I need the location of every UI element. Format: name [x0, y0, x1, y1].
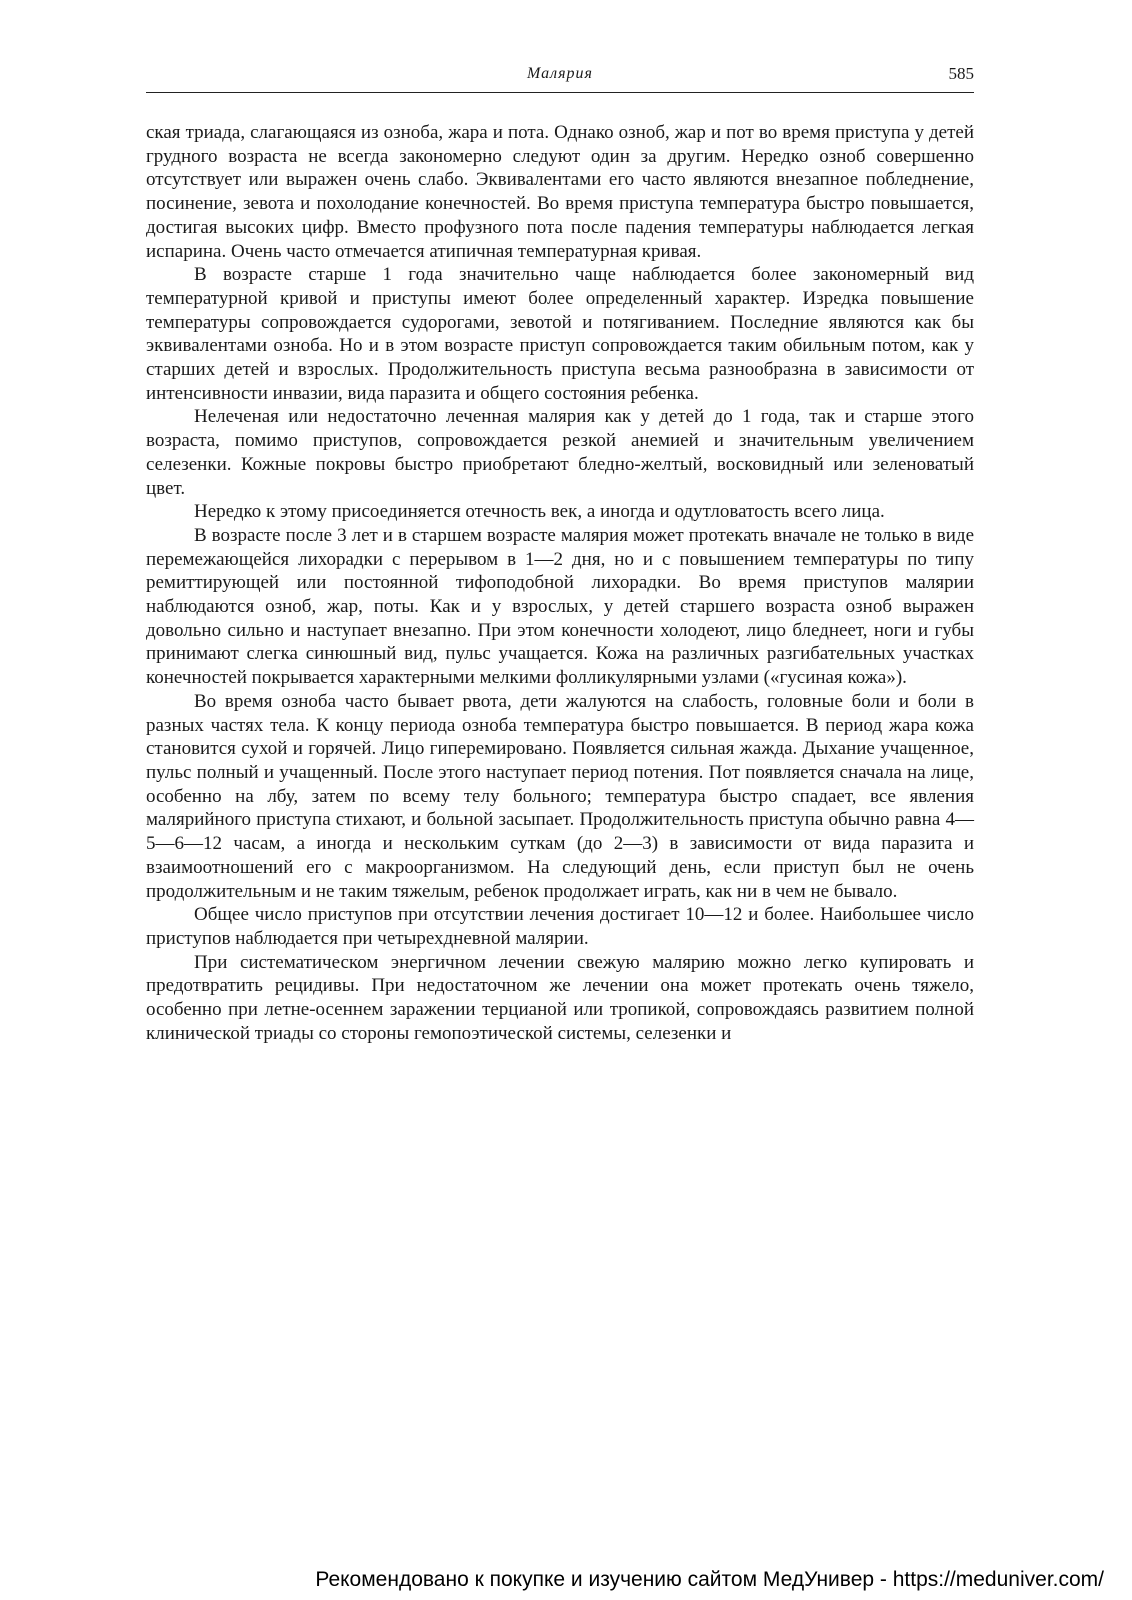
body-text [146, 121, 974, 1045]
footer-link[interactable]: Рекомендовано к покупке и изучению сайтом МедУнивер - https://meduniver.com/ [315, 1568, 1104, 1591]
paragraph-1: ская триада, слагающаяся из озноба, жара и пота. Однако озноб, жар и пот во время приступа у детей грудного возраста не всегда закономерно следуют один за другим. Нередко озноб совершенно отсутствует или выражен очень слабо. Эквивалентами его часто являются внезапное побледнение, посинение, зевота и похолодание конечностей. Во время приступа температура быстро повышается, достигая высоких цифр. Вместо профузного пота после падения температуры наблюдается легкая испарина. Очень часто отмечается атипичная температурная кривая. [146, 122, 974, 262]
paragraph-3: Нелеченая или недостаточно леченная малярия как у детей до 1 года, так и старше этого возраста, помимо приступов, сопровождается резкой анемией и значительным увеличением селезенки. Кожные покровы быстро приобретают бледно-желтый, восковидный или зеленоватый цвет. [146, 406, 974, 499]
paragraph-6: Во время озноба часто бывает рвота, дети жалуются на слабость, головные боли и боли в разных частях тела. К концу периода озноба температура быстро повышается. В период жара кожа становится сухой и горячей. Лицо гиперемировано. Появляется сильная жажда. Дыхание учащенное, пульс полный и учащенный. После этого наступает период потения. Пот появляется сначала на лице, особенно на лбу, затем по всему телу больного; температура быстро спадает, все явления малярийного приступа стихают, и больной засыпает. Продолжительность приступа обычно равна 4—5—6—12 часам, а иногда и нескольким суткам (до 2—3) в зависимости от вида паразита и взаимоотношений его с макроорганизмом. На следующий день, если приступ был не очень продолжительным и не таким тяжелым, ребенок продолжает играть, как ни в чем не бывало. [146, 690, 974, 902]
paragraph-2: В возрасте старше 1 года значительно чаще наблюдается более закономерный вид температурной кривой и приступы имеют более определенный характер. Изредка повышение температуры сопровождается судорогами, зевотой и потягиванием. Последние являются как бы эквивалентами озноба. Но и в этом возрасте приступ сопровождается таким обильным потом, как у старших детей и взрослых. Продолжительность приступа весьма разнообразна в зависимости от интенсивности инвазии, вида паразита и общего состояния ребенка. [146, 264, 974, 404]
paragraph-8: При систематическом энергичном лечении свежую малярию можно легко купировать и предотвратить рецидивы. При недостаточном же лечении она может протекать очень тяжело, особенно при летне-осеннем заражении терцианой или тропикой, сопровождаясь развитием полной клинической триады со стороны гемопоэтической системы, селезенки и [146, 951, 974, 1044]
page-number: 585 [948, 64, 974, 83]
book-page [146, 62, 974, 1045]
running-header [146, 62, 974, 93]
paragraph-4: Нередко к этому присоединяется отечность век, а иногда и одутловатость всего лица. [194, 501, 885, 523]
running-title: Малярия [527, 65, 593, 82]
paragraph-7: Общее число приступов при отсутствии лечения достигает 10—12 и более. Наибольшее число приступов наблюдается при четырехдневной малярии. [146, 904, 974, 949]
paragraph-5: В возрасте после 3 лет и в старшем возрасте малярия может протекать вначале не только в виде перемежающейся лихорадки с перерывом в 1—2 дня, но и с повышением температуры по типу ремиттирующей или постоянной тифоподобной лихорадки. Во время приступов малярии наблюдаются озноб, жар, поты. Как и у взрослых, у детей старшего возраста озноб выражен довольно сильно и наступает внезапно. При этом конечности холодеют, лицо бледнеет, ноги и губы принимают слегка синюшный вид, пульс учащается. Кожа на различных разгибательных участках конечностей покрывается характерными мелкими фолликулярными узлами («гусиная кожа»). [146, 524, 974, 689]
